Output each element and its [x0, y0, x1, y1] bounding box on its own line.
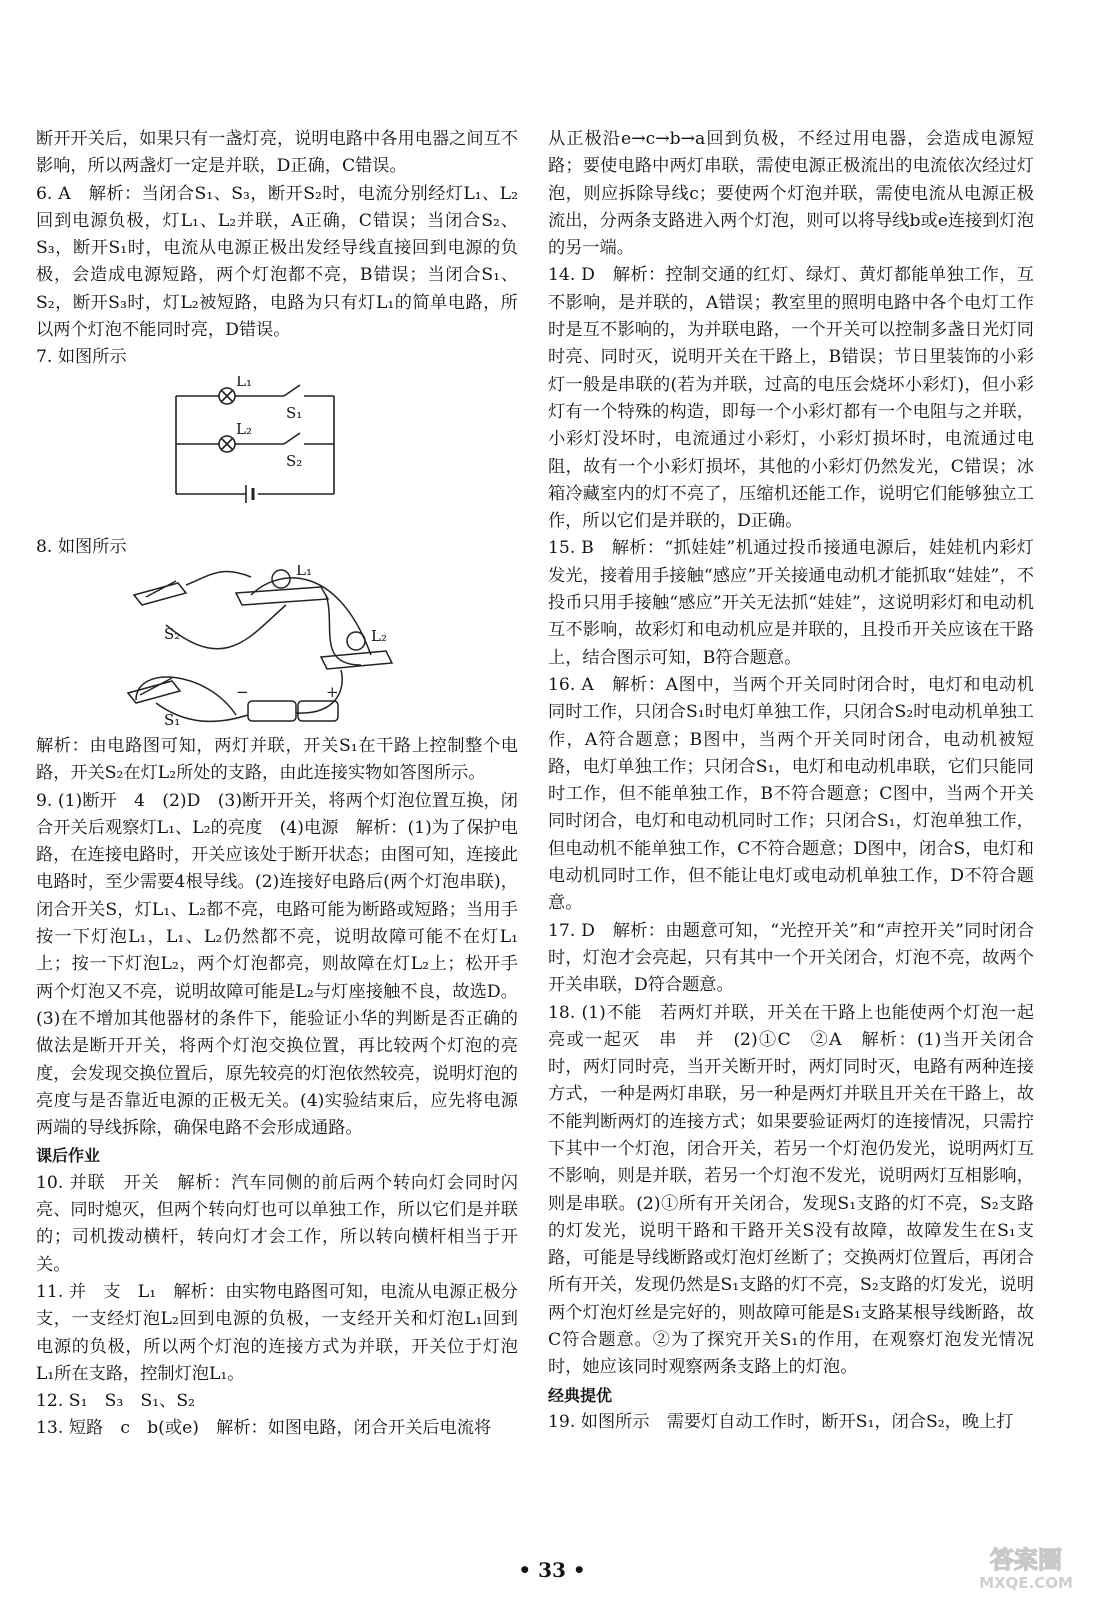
answer-19: 19. 如图所示 需要灯自动工作时，断开S₁，闭合S₂，晚上打	[548, 1411, 1014, 1432]
label-s2: S₂	[286, 451, 303, 470]
circuit-diagram-7-svg	[36, 376, 518, 528]
answer-7: 7. 如图所示	[36, 347, 127, 368]
left-continuation: 断开开关后，如果只有一盏灯亮，说明电路中各用电器之间互不影响，所以两盏灯一定是并联，D正确，C错误。	[36, 129, 518, 177]
label-l2-physical: L₂	[371, 626, 387, 645]
left-column	[36, 126, 518, 1443]
right-column	[548, 126, 1034, 1436]
answer-8: 8. 如图所示	[36, 536, 127, 557]
label-s1-physical: S₁	[164, 710, 181, 727]
answer-12: 12. S₁ S₃ S₁、S₂	[36, 1391, 196, 1412]
watermark-line1: 答案圈	[990, 1546, 1062, 1574]
answer-8-analysis: 解析：由电路图可知，两灯并联，开关S₁在干路上控制整个电路，开关S₂在灯L₂所处的支路，由此连接实物如答图所示。	[36, 735, 518, 784]
physical-circuit-8	[36, 565, 518, 727]
label-l1-physical: L₁	[296, 564, 312, 579]
section-classic: 经典提优	[548, 1385, 613, 1405]
label-s1: S₁	[286, 403, 303, 422]
label-s2-physical: S₂	[164, 624, 181, 643]
watermark-line2: MXQE.COM	[979, 1574, 1073, 1592]
section-homework: 课后作业	[36, 1146, 101, 1166]
answer-11: 11. 并 支 L₁ 解析：由实物电路图可知，电流从电源正极分支，一支经灯泡L₂回到电源的负极，一支经开关和灯泡L₁回到电源的负极，所以两个灯泡的连接方式为并联，开关位于灯泡L₁所在支路，控制灯泡L₁。	[36, 1281, 518, 1384]
answer-13: 13. 短路 c b(或e) 解析：如图电路，闭合开关后电流将	[36, 1418, 492, 1439]
answer-6: 6. A 解析：当闭合S₁、S₃，断开S₂时，电流分别经灯L₁、L₂回到电源负极，灯L₁、L₂并联，A正确，C错误；当闭合S₂、S₃，断开S₁时，电流从电源正极出发经导线直接回到电源的负极，会造成电源短路，两个灯泡都不亮，B错误；当闭合S₁、S₂，断开S₃时，灯L₂被短路，电路为只有灯L₁的简单电路，所以两个灯泡不能同时亮，D错误。	[36, 183, 518, 341]
label-l2: L₂	[236, 419, 252, 438]
answer-9: 9. (1)断开 4 (2)D (3)断开开关，将两个灯泡位置互换，闭合开关后观察灯L₁、L₂的亮度 (4)电源 解析：(1)为了保护电路，在连接电路时，开关应该处于断开状态；由图可知，连接此电路时，至少需要4根导线。(2)连接好电路后(两个灯泡串联)，闭合开关S，灯L₁、L₂都不亮，电路可能为断路或短路；当用手按一下灯泡L₁，L₁、L₂仍然都不亮，说明故障可能不在灯L₁上；按一下灯泡L₂，两个灯泡都亮，则故障在灯L₂上；松开手两个灯泡又不亮，说明故障可能是L₂与灯座接触不良，故选D。(3)在不增加其他器材的条件下，能验证小华的判断是否正确的做法是断开开关，将两个灯泡交换位置，再比较两个灯泡的亮度，会发现交换位置后，原先较亮的灯泡依然较亮，说明灯泡的亮度与是否靠近电源的正极无关。(4)实验结束后，应先将电源两端的导线拆除，确保电路不会形成通路。	[36, 790, 518, 1139]
circuit-diagram-7	[36, 376, 518, 528]
physical-circuit-8-svg	[36, 565, 518, 727]
answer-10: 10. 并联 开关 解析：汽车同侧的前后两个转向灯会同时闪亮、同时熄灭，但两个转向灯也可以单独工作，所以它们是并联的；司机拨动横杆，转向灯才会工作，所以转向横杆相当于开关。	[36, 1172, 518, 1275]
answer-18: 18. (1)不能 若两灯并联，开关在干路上也能使两个灯泡一起亮或一起灭 串 并 (2)①C ②A 解析：(1)当开关闭合时，两灯同时亮，当开关断开时，两灯同时灭，电路有两种连接方式，一种是两灯串联，另一种是两灯并联且开关在干路上，故不能判断两灯的连接方式；如果要验证两灯的连接情况，只需拧下其中一个灯泡，闭合开关，若另一个灯泡仍发光，说明两灯互不影响，则是并联，若另一个灯泡不发光，说明两灯互相影响，则是串联。(2)①所有开关闭合，发现S₁支路的灯不亮，S₂支路的灯发光，说明干路和干路开关S没有故障，故障发生在S₁支路，可能是导线断路或灯泡灯丝断了；交换两灯位置后，再闭合所有开关，发现仍然是S₁支路的灯不亮，S₂支路的灯发光，说明两个灯泡灯丝是完好的，则故障可能是S₁支路某根导线断路，故C符合题意。②为了探究开关S₁的作用，在观察灯泡发光情况时，她应该同时观察两条支路上的灯泡。	[548, 1002, 1034, 1378]
answer-15: 15. B 解析：“抓娃娃”机通过投币接通电源后，娃娃机内彩灯发光，接着用手接触“感应”开关接通电动机才能抓取“娃娃”，不投币只用手接触“感应”开关无法抓“娃娃”，这说明彩灯和电动机互不影响，故彩灯和电动机应是并联的，且投币开关应该在干路上，结合图示可知，B符合题意。	[548, 538, 1034, 668]
right-continuation: 从正极沿e→c→b→a回到负极，不经过用电器，会造成电源短路；要使电路中两灯串联，需使电源正极流出的电流依次经过灯泡，则应拆除导线c；要使两个灯泡并联，需使电流从电源正极流出，分两条支路进入两个灯泡，则可以将导线b或e连接到灯泡的另一端。	[548, 129, 1034, 259]
page-number: • 33 •	[518, 1558, 586, 1582]
answer-16: 16. A 解析：A图中，当两个开关同时闭合时，电灯和电动机同时工作，只闭合S₁时电灯单独工作，只闭合S₂时电动机单独工作，A符合题意；B图中，当两个开关同时闭合，电动机被短路，电灯单独工作；只闭合S₁，电灯和电动机串联，它们只能同时工作，但不能单独工作，B不符合题意；C图中，当两个开关同时闭合，电灯和电动机同时工作；只闭合S₁，灯泡单独工作，但电动机不能单独工作，C不符合题意；D图中，闭合S，电灯和电动机同时工作，但不能让电灯或电动机单独工作，D不符合题意。	[548, 674, 1034, 914]
answer-17: 17. D 解析：由题意可知，“光控开关”和“声控开关”同时闭合时，灯泡才会亮起，只有其中一个开关闭合，灯泡不亮，故两个开关串联，D符合题意。	[548, 920, 1034, 996]
answer-14: 14. D 解析：控制交通的红灯、绿灯、黄灯都能单独工作，互不影响，是并联的，A错误；教室里的照明电路中各个电灯工作时是互不影响的，为并联电路，一个开关可以控制多盏日光灯同时亮、同时灭，说明开关在干路上，B错误；节日里装饰的小彩灯一般是串联的(若为并联，过高的电压会烧坏小彩灯)，但小彩灯有一个特殊的构造，即每一个小彩灯都有一个电阻与之并联，小彩灯没坏时，电流通过小彩灯，小彩灯损坏时，电流通过电阻，故有一个小彩灯损坏，其他的小彩灯仍然发光，C错误；冰箱冷藏室内的灯不亮了，压缩机还能工作，说明它们能够独立工作，所以它们是并联的，D正确。	[548, 265, 1034, 532]
battery-minus: −	[236, 682, 249, 701]
battery-plus: +	[326, 682, 339, 701]
label-l1: L₁	[236, 375, 252, 390]
watermark-logo	[966, 1542, 1086, 1592]
